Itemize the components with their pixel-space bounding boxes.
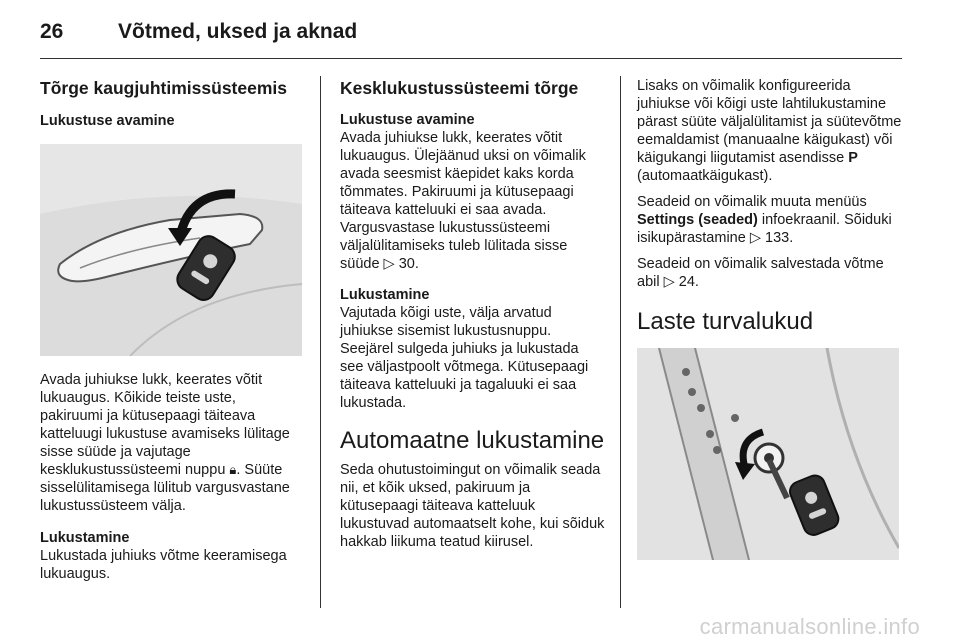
section-title: Tõrge kaugjuhtimissüsteemis — [40, 78, 288, 98]
page-number: 26 — [40, 20, 64, 43]
child-lock-illustration — [637, 348, 899, 560]
header-rule — [40, 58, 902, 59]
paragraph: Seadeid on võimalik muuta menüüs Settings (seaded) infoekraanil. Sõiduki isikupärastamine ▷ 133. — [637, 194, 892, 246]
subsection-title: Lukustamine — [40, 530, 130, 546]
paragraph: Lukustada juhiuks võtme keeramisega lukuaugus. — [40, 548, 287, 582]
section-title: Automaatne lukustamine — [340, 427, 605, 454]
chapter-title: Võtmed, uksed ja aknad — [118, 20, 358, 43]
subsection-title: Lukustuse avamine — [40, 113, 175, 129]
page-header — [40, 20, 902, 60]
subsection-title: Lukustamine — [340, 287, 430, 303]
column-separator — [320, 76, 321, 608]
paragraph: Seda ohutustoimingut on võimalik seada nii, et kõik uksed, pakiruum ja kütusepaagi täiteava katteluuk lukustuvad automaatselt kohe, kui sõiduk hakkab liikuma teatud kiirusel. — [340, 462, 605, 550]
triangle-right-icon: ▷ — [663, 274, 675, 290]
column-2 — [340, 77, 605, 551]
child-lock-drawing — [637, 348, 899, 560]
paragraph: Seadeid on võimalik salvestada võtme abil ▷ 24. — [637, 256, 884, 290]
section-title: Kesklukustussüsteemi tõrge — [340, 78, 579, 98]
column-1 — [40, 77, 302, 583]
door-handle-drawing — [40, 144, 302, 356]
paragraph: Vajutada kõigi uste, välja arvatud juhiukse sisemist lukustusnuppu. Seejärel sulgeda juhiuks ja lukustada see väljastpoolt võtmega. Kütusepaagi täiteava katteluuki ja tagaluuki ei saa lukustada. — [340, 305, 589, 411]
triangle-right-icon: ▷ — [383, 256, 395, 272]
paragraph: Avada juhiukse lukk, keerates võtit lukuaugus. Ülejäänud uksi on võimalik avada seesmist käepidet kaks korda tõmmates. Pakiruumi ja kütusepaagi täiteava katteluuki ei saa avada. Vargusvastase lukustussüsteemi väljalülitamiseks tuleb lülitada sisse süüde ▷ 30. — [340, 130, 586, 272]
subsection-title: Lukustuse avamine — [340, 112, 475, 128]
paragraph: Lisaks on võimalik konfigureerida juhiukse või kõigi uste lahtilukustamine pärast süüte väljalülitamist ja süütevõtme eemaldamist (manuaalne käigukast) või käigukangi liigutamist asendisse P (automaatkäigukast). — [637, 78, 902, 184]
paragraph: Avada juhiukse lukk, keerates võtit lukuaugus. Kõikide teiste uste, pakiruumi ja kütusepaagi täiteava katteluugi lukustuse avamiseks lülitage sisse süüde ja vajutage kesklukustussüsteemi nuppu 🔒︎. Süüte sisselülitamisega lülitub vargusvastane lukustussüsteem välja. — [40, 372, 290, 514]
site-watermark: carmanualsonline.info — [699, 614, 920, 639]
door-handle-illustration — [40, 144, 302, 356]
lock-icon: 🔒︎ — [229, 462, 237, 477]
section-title: Laste turvalukud — [637, 308, 814, 335]
triangle-right-icon: ▷ — [749, 230, 761, 246]
column-3 — [637, 77, 907, 560]
column-separator — [620, 76, 621, 608]
